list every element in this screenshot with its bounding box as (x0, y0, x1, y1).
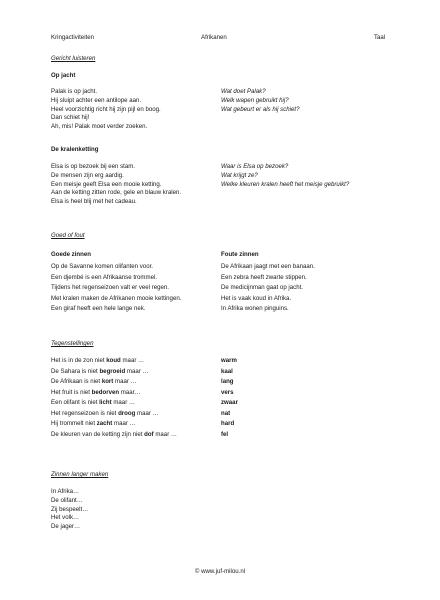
list-item: Met kralen maken de Afrikanen mooie kettingen. (51, 294, 182, 302)
header-category: Taal (374, 34, 386, 41)
answer-word: kaal (221, 367, 233, 375)
story-text (51, 88, 161, 132)
key-word: zacht (96, 420, 113, 427)
list-item: De jager… (51, 523, 81, 531)
story-line: Ah, mis! Palak moet verder zoeken. (51, 123, 148, 131)
question: Wat gebeurt er als hij schiet? (221, 105, 300, 113)
header-theme: Afrikanen (201, 34, 227, 41)
answer-word: nat (221, 409, 231, 417)
list-item: Het volk… (51, 514, 80, 522)
question: Welke kleuren kralen heeft het meisje gebruikt? (221, 180, 350, 188)
sentence-start: Hij trommelt niet (51, 420, 97, 427)
list-item (51, 357, 177, 368)
key-word: begroeid (99, 367, 126, 375)
section-title-gericht-luisteren: Gericht luisteren (51, 55, 96, 62)
story-line: Dan schiet hij! (51, 114, 90, 122)
question: Waar is Elsa op bezoek? (221, 163, 289, 170)
sentence-end: maar … (111, 399, 136, 406)
question: Welk wapen gebruikt hij? (221, 96, 289, 104)
list-item (51, 410, 177, 421)
story-line: Aan de ketting zitten rode, gele en blauw kralen. (51, 189, 182, 197)
sentence-end: maar … (135, 409, 159, 417)
column-header-goede-zinnen: Goede zinnen (51, 251, 91, 258)
list-item: Het is vaak koud in Afrika. (221, 294, 292, 302)
list-item: De olifant… (51, 496, 83, 504)
sentence-end: maar … (153, 430, 178, 438)
list-item: Op de Savanne komen olifanten voor. (51, 263, 153, 270)
foute-zinnen-list (221, 263, 315, 316)
list-item (51, 389, 177, 400)
answer-word: zwaar (221, 399, 238, 406)
sentence-end: maar … (125, 367, 149, 375)
list-item: Een djembé is een Afrikaanse trommel. (51, 273, 158, 281)
story-line: Een meisje geeft Elsa een mooie ketting. (51, 180, 162, 188)
key-word: droog (118, 409, 136, 417)
question: Wat krijgt ze? (221, 171, 258, 179)
list-item (51, 431, 177, 442)
answer-word: fel (221, 430, 229, 438)
list-item: Zij bespeelt… (51, 505, 89, 513)
list-item: Een zebra heeft zwarte stippen. (221, 273, 307, 281)
sentence-start: Het is in de zon niet (51, 357, 107, 364)
story-questions (221, 163, 349, 189)
sentence-start: De kleuren van de ketting zijn niet (51, 430, 145, 438)
story-line: Palak is op jacht. (51, 88, 98, 95)
sentence-end: maar … (120, 357, 145, 364)
goede-zinnen-list (51, 263, 181, 316)
sentence-start: Het regenseizoen is niet (51, 409, 119, 417)
section-title-tegenstellingen: Tegenstellingen (51, 340, 94, 347)
sentence-end: maar … (112, 420, 136, 427)
section-title-zinnen-langer-maken: Zinnen langer maken (51, 471, 109, 478)
answer-word: warm (221, 357, 237, 364)
story-line: Heel voorzichtig richt hij zijn pijl en boog. (51, 105, 161, 113)
sentence-start: Een olifant is niet (51, 399, 100, 406)
sentence-end: maar … (113, 378, 137, 385)
section-title-goed-of-fout: Goed of fout (51, 232, 85, 239)
list-item (51, 378, 177, 389)
key-word: kort (101, 378, 114, 385)
answer-word: lang (221, 378, 234, 385)
tegenstellingen-list (51, 357, 177, 441)
zinnen-list (51, 488, 88, 532)
story-line: De mensen zijn erg aardig. (51, 171, 124, 179)
key-word: koud (106, 357, 121, 364)
list-item: Tijdens het regenseizoen valt er veel regen. (51, 284, 169, 291)
list-item: Een giraf heeft een hele lange nek. (51, 305, 146, 312)
list-item (51, 368, 177, 379)
story-questions (221, 88, 299, 114)
list-item (51, 399, 177, 410)
footer-copyright: © www.juf-milou.nl (194, 568, 246, 575)
sentence-end: maar… (119, 388, 141, 396)
tegenstellingen-answers (221, 357, 238, 441)
key-word: dof (144, 430, 154, 438)
key-word: licht (99, 399, 112, 406)
list-item: In Afrika… (51, 488, 80, 495)
sentence-start: De Sahara is niet (51, 367, 100, 375)
answer-word: vers (221, 388, 234, 396)
question: Wat doet Palak? (221, 88, 266, 95)
key-word: bedorven (91, 388, 120, 396)
story-title: Op jacht (51, 72, 76, 79)
story-title: De kralenketting (51, 146, 99, 153)
list-item: In Afrika wonen pinguins. (221, 305, 289, 312)
story-line: Elsa is op bezoek bij een stam. (51, 163, 136, 170)
list-item: De medicijnman gaat op jacht. (221, 284, 303, 291)
header-subject: Kringactiviteiten (51, 34, 95, 41)
story-text (51, 163, 181, 207)
story-line: Elsa is heel blij met het cadeau. (51, 198, 137, 206)
answer-word: hard (221, 420, 235, 427)
list-item (51, 420, 177, 431)
story-line: Hij sluipt achter een antilope aan. (51, 96, 142, 104)
list-item: De Afrikaan jaagt met een banaan. (221, 263, 315, 270)
column-header-foute-zinnen: Foute zinnen (221, 251, 259, 258)
sentence-start: De Afrikaan is niet (51, 378, 102, 385)
sentence-start: Het fruit is niet (51, 388, 92, 396)
